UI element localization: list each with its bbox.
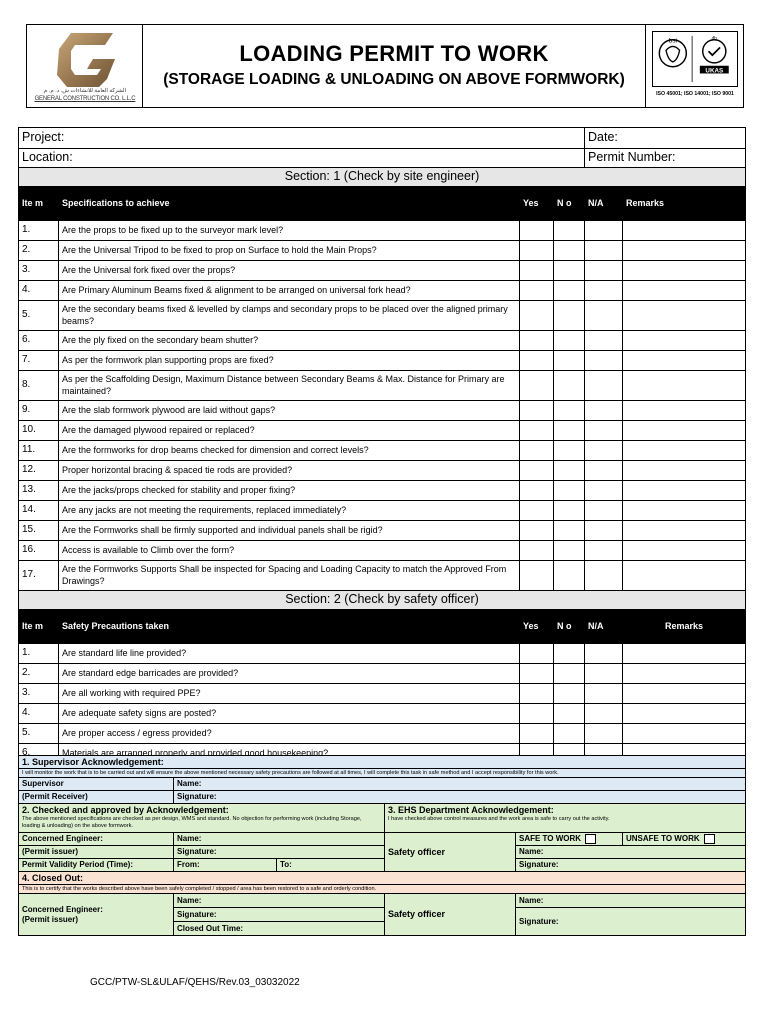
location-field[interactable]: Location:: [19, 149, 585, 168]
section2-item-text: Are proper access / egress provided?: [59, 724, 520, 744]
no-check-cell[interactable]: [554, 664, 585, 684]
section2-item-text: Are standard life line provided?: [59, 644, 520, 664]
remarks-cell[interactable]: [623, 331, 746, 351]
no-check-cell[interactable]: [554, 221, 585, 241]
section2-item-text: Are standard edge barricades are provided?: [59, 664, 520, 684]
section1-item-text: Are Primary Aluminum Beams fixed & alignment to be arranged on universal fork head?: [59, 281, 520, 301]
yes-check-cell[interactable]: [520, 561, 554, 591]
yes-check-cell[interactable]: [520, 501, 554, 521]
section1-row: [19, 421, 746, 441]
section2-item-number: 1.: [19, 644, 59, 664]
no-check-cell[interactable]: [554, 421, 585, 441]
na-check-cell[interactable]: [585, 261, 623, 281]
supervisor-name-field[interactable]: Name:: [174, 778, 746, 791]
section1-item-number: 2.: [19, 241, 59, 261]
col-yes: Yes: [520, 610, 554, 644]
section1-row: [19, 301, 746, 331]
validity-period-label: Permit Validity Period (Time):: [19, 859, 174, 872]
remarks-cell[interactable]: [623, 301, 746, 331]
date-field[interactable]: Date:: [585, 128, 746, 149]
section1-item-number: 15.: [19, 521, 59, 541]
section2-row: [19, 664, 746, 684]
yes-check-cell[interactable]: [520, 644, 554, 664]
section1-row: [19, 281, 746, 301]
yes-check-cell[interactable]: [520, 371, 554, 401]
supervisor-ack-text: I will monitor the work that is to be carried out and will ensure the above mentioned necessary safety precautions are followed at all times, I will complete this task in safe method and I accept responsibility for this work.: [19, 769, 746, 778]
section1-item-number: 13.: [19, 481, 59, 501]
certification-logo-icon: [652, 31, 738, 87]
section2-row: [19, 704, 746, 724]
section1-item-text: As per the formwork plan supporting props are fixed?: [59, 351, 520, 371]
closed-engineer-name-field[interactable]: Name:: [174, 894, 385, 908]
na-check-cell[interactable]: [585, 351, 623, 371]
yes-check-cell[interactable]: [520, 521, 554, 541]
yes-check-cell[interactable]: [520, 281, 554, 301]
section2-row: [19, 684, 746, 704]
na-check-cell[interactable]: [585, 644, 623, 664]
safe-to-work-checkbox[interactable]: [585, 834, 596, 844]
no-check-cell[interactable]: [554, 331, 585, 351]
section2-item-number: 6.: [19, 744, 59, 764]
ehs-ack-block: [385, 804, 746, 833]
closed-safety-signature-field[interactable]: Signature:: [516, 908, 746, 936]
remarks-cell[interactable]: [623, 704, 746, 724]
form-subtitle: (STORAGE LOADING & UNLOADING ON ABOVE FORMWORK): [163, 71, 625, 88]
bsi-mark: bsi: [668, 37, 678, 45]
section1-item-number: 5.: [19, 301, 59, 331]
no-check-cell[interactable]: [554, 401, 585, 421]
na-check-cell[interactable]: [585, 401, 623, 421]
col-spec: Safety Precautions taken: [59, 610, 520, 644]
no-check-cell[interactable]: [554, 724, 585, 744]
no-check-cell[interactable]: [554, 481, 585, 501]
no-check-cell[interactable]: [554, 461, 585, 481]
closed-out-title: 4. Closed Out:: [19, 872, 746, 885]
yes-check-cell[interactable]: [520, 331, 554, 351]
section2-row: [19, 644, 746, 664]
safe-to-work-option[interactable]: [516, 833, 623, 846]
section1-row: [19, 401, 746, 421]
yes-check-cell[interactable]: [520, 481, 554, 501]
section1-item-number: 7.: [19, 351, 59, 371]
section1-row: [19, 241, 746, 261]
yes-check-cell[interactable]: [520, 704, 554, 724]
section1-item-number: 9.: [19, 401, 59, 421]
na-check-cell[interactable]: [585, 441, 623, 461]
checked-approved-text: The above mentioned specifications are checked as per design, WMS and standard. No objection for performing work (including Storage, loading & unloading) on the above formwork.: [22, 815, 362, 829]
no-check-cell[interactable]: [554, 684, 585, 704]
section1-row: [19, 331, 746, 351]
section1-item-text: Are the jacks/props checked for stability and proper fixing?: [59, 481, 520, 501]
section1-item-number: 4.: [19, 281, 59, 301]
section1-row: [19, 501, 746, 521]
checked-approved-title: 2. Checked and approved by Acknowledgement:: [22, 805, 229, 815]
remarks-cell[interactable]: [623, 481, 746, 501]
yes-check-cell[interactable]: [520, 401, 554, 421]
section2-item-text: Are all working with required PPE?: [59, 684, 520, 704]
no-check-cell[interactable]: [554, 441, 585, 461]
safety-officer-label: Safety officer: [385, 833, 516, 872]
na-check-cell[interactable]: [585, 461, 623, 481]
closed-engineer-title: Concerned Engineer:: [22, 904, 103, 914]
company-logo: [27, 25, 143, 107]
permit-receiver-label: (Permit Receiver): [19, 791, 174, 804]
section2-item-number: 2.: [19, 664, 59, 684]
engineer-name-field[interactable]: Name:: [174, 833, 385, 846]
col-remarks: Remarks: [623, 610, 746, 644]
unsafe-to-work-label: UNSAFE TO WORK: [626, 834, 700, 844]
section1-row: [19, 441, 746, 461]
section1-title: Section: 1 (Check by site engineer): [19, 168, 746, 187]
section1-item-number: 14.: [19, 501, 59, 521]
na-check-cell[interactable]: [585, 561, 623, 591]
section1-item-number: 16.: [19, 541, 59, 561]
section1-item-text: Are the formworks for drop beams checked for dimension and correct levels?: [59, 441, 520, 461]
col-na: N/A: [585, 187, 623, 221]
remarks-cell[interactable]: [623, 461, 746, 481]
engineer-signature-field[interactable]: Signature:: [174, 846, 385, 859]
document-reference: GCC/PTW-SL&ULAF/QEHS/Rev.03_03032022: [90, 977, 300, 988]
col-no: N o: [554, 187, 585, 221]
na-check-cell[interactable]: [585, 221, 623, 241]
closed-out-text: This is to certify that the works described above have been safely completed / stopped / area has been restored to a safe and orderly condition.: [19, 885, 746, 894]
col-spec: Specifications to achieve: [59, 187, 520, 221]
section2-row: [19, 724, 746, 744]
form-header: [26, 24, 744, 108]
gcc-logo-icon: [51, 29, 117, 89]
na-check-cell[interactable]: [585, 281, 623, 301]
section1-item-text: Are the secondary beams fixed & levelled by clamps and secondary props to be placed over the aligned primary beams?: [59, 301, 520, 331]
validity-from-field[interactable]: From:: [174, 859, 277, 872]
section1-item-text: Are the props to be fixed up to the surveyor mark level?: [59, 221, 520, 241]
yes-check-cell[interactable]: [520, 664, 554, 684]
na-check-cell[interactable]: [585, 664, 623, 684]
na-check-cell[interactable]: [585, 331, 623, 351]
section1-header-row: [19, 187, 746, 221]
na-check-cell[interactable]: [585, 371, 623, 401]
col-item: Ite m: [19, 610, 59, 644]
no-check-cell[interactable]: [554, 371, 585, 401]
closed-safety-name-field[interactable]: Name:: [516, 894, 746, 908]
na-check-cell[interactable]: [585, 521, 623, 541]
supervisor-label: Supervisor: [19, 778, 174, 791]
section1-row: [19, 261, 746, 281]
yes-check-cell[interactable]: [520, 541, 554, 561]
supervisor-signature-field[interactable]: Signature:: [174, 791, 746, 804]
section1-item-number: 6.: [19, 331, 59, 351]
col-item: Ite m: [19, 187, 59, 221]
section1-item-number: 8.: [19, 371, 59, 401]
section1-item-text: Access is available to Climb over the form?: [59, 541, 520, 561]
closed-issuer-title: (Permit issuer): [22, 914, 79, 924]
ukas-mark: UKAS: [705, 67, 724, 75]
unsafe-to-work-checkbox[interactable]: [704, 834, 715, 844]
section1-row: [19, 371, 746, 401]
na-check-cell[interactable]: [585, 481, 623, 501]
yes-check-cell[interactable]: [520, 351, 554, 371]
col-na: N/A: [585, 610, 623, 644]
section2-item-number: 3.: [19, 684, 59, 704]
checked-approved-block: [19, 804, 385, 833]
na-check-cell[interactable]: [585, 704, 623, 724]
na-check-cell[interactable]: [585, 301, 623, 331]
ehs-ack-title: 3. EHS Department Acknowledgement:: [388, 805, 554, 815]
remarks-cell[interactable]: [623, 521, 746, 541]
closed-safety-officer-label: Safety officer: [385, 894, 516, 936]
remarks-cell[interactable]: [623, 421, 746, 441]
section1-row: [19, 561, 746, 591]
section1-item-number: 10.: [19, 421, 59, 441]
closed-engineer-label: [19, 894, 174, 936]
yes-check-cell[interactable]: [520, 261, 554, 281]
section2-title: Section: 2 (Check by safety officer): [19, 591, 746, 610]
na-check-cell[interactable]: [585, 501, 623, 521]
concerned-engineer-label: Concerned Engineer:: [19, 833, 174, 846]
yes-check-cell[interactable]: [520, 421, 554, 441]
iso-standards: ISO 45001; ISO 14001; ISO 9001: [656, 91, 734, 97]
remarks-cell[interactable]: [623, 541, 746, 561]
remarks-cell[interactable]: [623, 684, 746, 704]
section1-item-number: 12.: [19, 461, 59, 481]
section1-item-text: Are the damaged plywood repaired or replaced?: [59, 421, 520, 441]
closed-engineer-signature-field[interactable]: Signature:: [174, 908, 385, 922]
form-title: LOADING PERMIT TO WORK: [239, 41, 549, 66]
section1-item-text: Are the Formworks Supports Shall be inspected for Spacing and Loading Capacity to match the Approved From Drawings?: [59, 561, 520, 591]
section1-item-text: Are the Universal fork fixed over the props?: [59, 261, 520, 281]
section2-header-row: [19, 610, 746, 644]
section2-item-text: Are adequate safety signs are posted?: [59, 704, 520, 724]
title-area: [143, 25, 645, 107]
section2-item-text: Materials are arranged properly and provided good housekeeping?: [59, 744, 520, 764]
safety-officer-signature-field[interactable]: Signature:: [516, 859, 746, 872]
section1-row: [19, 481, 746, 501]
safety-officer-name-field[interactable]: Name:: [516, 846, 746, 859]
remarks-cell[interactable]: [623, 241, 746, 261]
section1-item-text: Are the Formworks shall be firmly supported and individual panels shall be rigid?: [59, 521, 520, 541]
section1-row: [19, 461, 746, 481]
no-check-cell[interactable]: [554, 241, 585, 261]
remarks-cell[interactable]: [623, 724, 746, 744]
yes-check-cell[interactable]: [520, 441, 554, 461]
safe-to-work-label: SAFE TO WORK: [519, 834, 582, 844]
section1-item-text: Are the slab formwork plywood are laid without gaps?: [59, 401, 520, 421]
na-check-cell[interactable]: [585, 421, 623, 441]
col-yes: Yes: [520, 187, 554, 221]
unsafe-to-work-option[interactable]: [623, 833, 746, 846]
section1-item-number: 11.: [19, 441, 59, 461]
checklist-table: [18, 127, 746, 764]
yes-check-cell[interactable]: [520, 724, 554, 744]
db-mark: db: [711, 36, 717, 42]
na-check-cell[interactable]: [585, 241, 623, 261]
validity-to-field[interactable]: To:: [277, 859, 385, 872]
section1-item-number: 1.: [19, 221, 59, 241]
na-check-cell[interactable]: [585, 684, 623, 704]
remarks-cell[interactable]: [623, 401, 746, 421]
permit-issuer-label: (Permit issuer): [19, 846, 174, 859]
no-check-cell[interactable]: [554, 301, 585, 331]
yes-check-cell[interactable]: [520, 461, 554, 481]
no-check-cell[interactable]: [554, 351, 585, 371]
section1-item-number: 17.: [19, 561, 59, 591]
ehs-ack-text: I have checked above control measures and the work area is safe to carry out the activity.: [388, 815, 610, 822]
section1-row: [19, 541, 746, 561]
company-name-arabic: الشركة العامة للانشاءات ش. ذ. م. م: [43, 88, 127, 94]
section1-row: [19, 521, 746, 541]
remarks-cell[interactable]: [623, 351, 746, 371]
remarks-cell[interactable]: [623, 664, 746, 684]
col-no: N o: [554, 610, 585, 644]
closed-out-time-field[interactable]: Closed Out Time:: [174, 922, 385, 936]
section1-item-text: As per the Scaffolding Design, Maximum Distance between Secondary Beams & Max. Distance for Primary are maintained?: [59, 371, 520, 401]
company-name-english: GENERAL CONSTRUCTION CO. L.L.C: [34, 96, 136, 102]
remarks-cell[interactable]: [623, 644, 746, 664]
no-check-cell[interactable]: [554, 261, 585, 281]
yes-check-cell[interactable]: [520, 221, 554, 241]
section1-item-text: Are any jacks are not meeting the requirements, replaced immediately?: [59, 501, 520, 521]
project-field[interactable]: Project:: [19, 128, 585, 149]
section1-item-text: Are the ply fixed on the secondary beam shutter?: [59, 331, 520, 351]
section2-item-number: 4.: [19, 704, 59, 724]
remarks-cell[interactable]: [623, 501, 746, 521]
supervisor-ack-title: 1. Supervisor Acknowledgement:: [19, 756, 746, 769]
na-check-cell[interactable]: [585, 724, 623, 744]
no-check-cell[interactable]: [554, 561, 585, 591]
section1-row: [19, 221, 746, 241]
remarks-cell[interactable]: [623, 281, 746, 301]
remarks-cell[interactable]: [623, 561, 746, 591]
section1-item-text: Are the Universal Tripod to be fixed to prop on Surface to hold the Main Props?: [59, 241, 520, 261]
no-check-cell[interactable]: [554, 644, 585, 664]
remarks-cell[interactable]: [623, 371, 746, 401]
yes-check-cell[interactable]: [520, 684, 554, 704]
no-check-cell[interactable]: [554, 521, 585, 541]
section2-item-number: 5.: [19, 724, 59, 744]
na-check-cell[interactable]: [585, 541, 623, 561]
remarks-cell[interactable]: [623, 441, 746, 461]
no-check-cell[interactable]: [554, 501, 585, 521]
no-check-cell[interactable]: [554, 281, 585, 301]
no-check-cell[interactable]: [554, 704, 585, 724]
acknowledgement-table: [18, 755, 746, 936]
certification-badge: [645, 25, 743, 107]
section1-row: [19, 351, 746, 371]
permit-number-field[interactable]: Permit Number:: [585, 149, 746, 168]
yes-check-cell[interactable]: [520, 241, 554, 261]
no-check-cell[interactable]: [554, 541, 585, 561]
section1-item-text: Proper horizontal bracing & spaced tie rods are provided?: [59, 461, 520, 481]
yes-check-cell[interactable]: [520, 301, 554, 331]
remarks-cell[interactable]: [623, 221, 746, 241]
remarks-cell[interactable]: [623, 261, 746, 281]
section1-item-number: 3.: [19, 261, 59, 281]
col-remarks: Remarks: [623, 187, 746, 221]
